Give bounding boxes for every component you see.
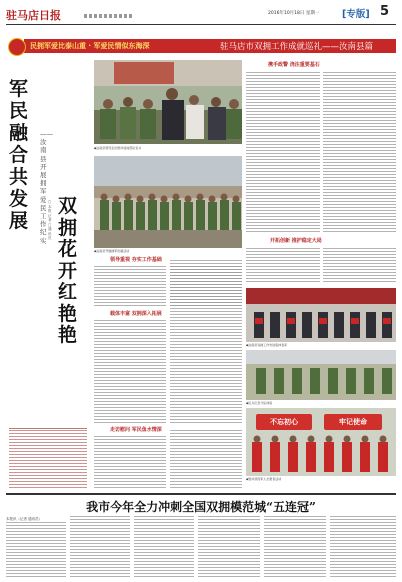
section-label: [专版] [342,9,370,20]
paper-info-lines [84,14,134,18]
text-block [134,516,194,578]
banner-title: 驻马店市双拥工作成就巡礼——汝南县篇 [220,42,374,52]
subhead-right-top: 携手政警 浇注重要基石 [268,62,320,68]
text-block [264,516,326,578]
text-block [330,516,396,578]
caption-photo-5: ◆慰问退役军人志愿者活动 [246,477,282,481]
photo-militia-training [246,350,396,400]
badge-remember: 牢记使命 [324,414,382,430]
intro-divider [9,428,87,429]
text-block [323,248,396,284]
subhead-left-b: 载体丰富 双拥深入拓展 [110,311,162,317]
text-block [94,266,166,308]
section-divider [6,493,396,495]
subhead-right-mid: 开拓创新 推护稳定大局 [270,238,322,244]
caption-photo-1: ◆汝南县领导走访慰问驻地部队官兵 [94,146,142,150]
banner-motto: 民拥军爱比泰山重 · 军爱民情似东海深 [30,42,150,50]
caption-photo-4: ◆民兵应急分队训练 [246,401,273,405]
text-block [246,248,320,284]
photo-volunteers [246,408,396,476]
caption-photo-2: ◆汝南县开展拥军优属活动 [94,249,130,253]
feature-subtitle: ——汝南县开展拥军爱民工作纪实 [40,130,53,245]
photo-soldiers-line [94,156,242,248]
text-block [6,522,66,578]
intro-box [9,430,87,488]
text-block [94,320,166,424]
subhead-left-c: 走访慰问 军民鱼水情深 [110,427,162,433]
issue-date: 2016年10月18日 星期一 [268,11,320,16]
photo-visit-soldiers [94,60,242,144]
text-block [94,436,166,488]
paper-logo: 驻马店日报 [6,9,61,22]
bottom-headline: 我市今年全力冲刺全国双拥模范城“五连冠” [86,500,316,514]
text-block [246,72,320,232]
page-number: 5 [380,4,390,19]
caption-photo-3: ◆汝南县双拥工作先进集体表彰 [246,343,288,347]
text-block [70,516,130,578]
banner [24,39,396,53]
feature-byline: □ 本报记者 □ 通讯员 [48,200,52,240]
feature-headline-col1: 军民融合共发展 [9,78,29,232]
photo-commendation [246,288,396,342]
banner-seal-icon [8,38,26,56]
badge-not-forget: 不忘初心 [256,414,312,430]
masthead [6,4,396,25]
text-block [323,72,396,232]
subhead-left-a: 领导重视 夯实工作基础 [110,257,162,263]
bottom-lead: 本报讯（记者 通讯员） [6,517,43,521]
feature-headline-col2: 双拥花开红艳艳 [58,195,78,346]
text-block [198,516,260,578]
text-block [170,260,242,424]
text-block [170,430,242,488]
